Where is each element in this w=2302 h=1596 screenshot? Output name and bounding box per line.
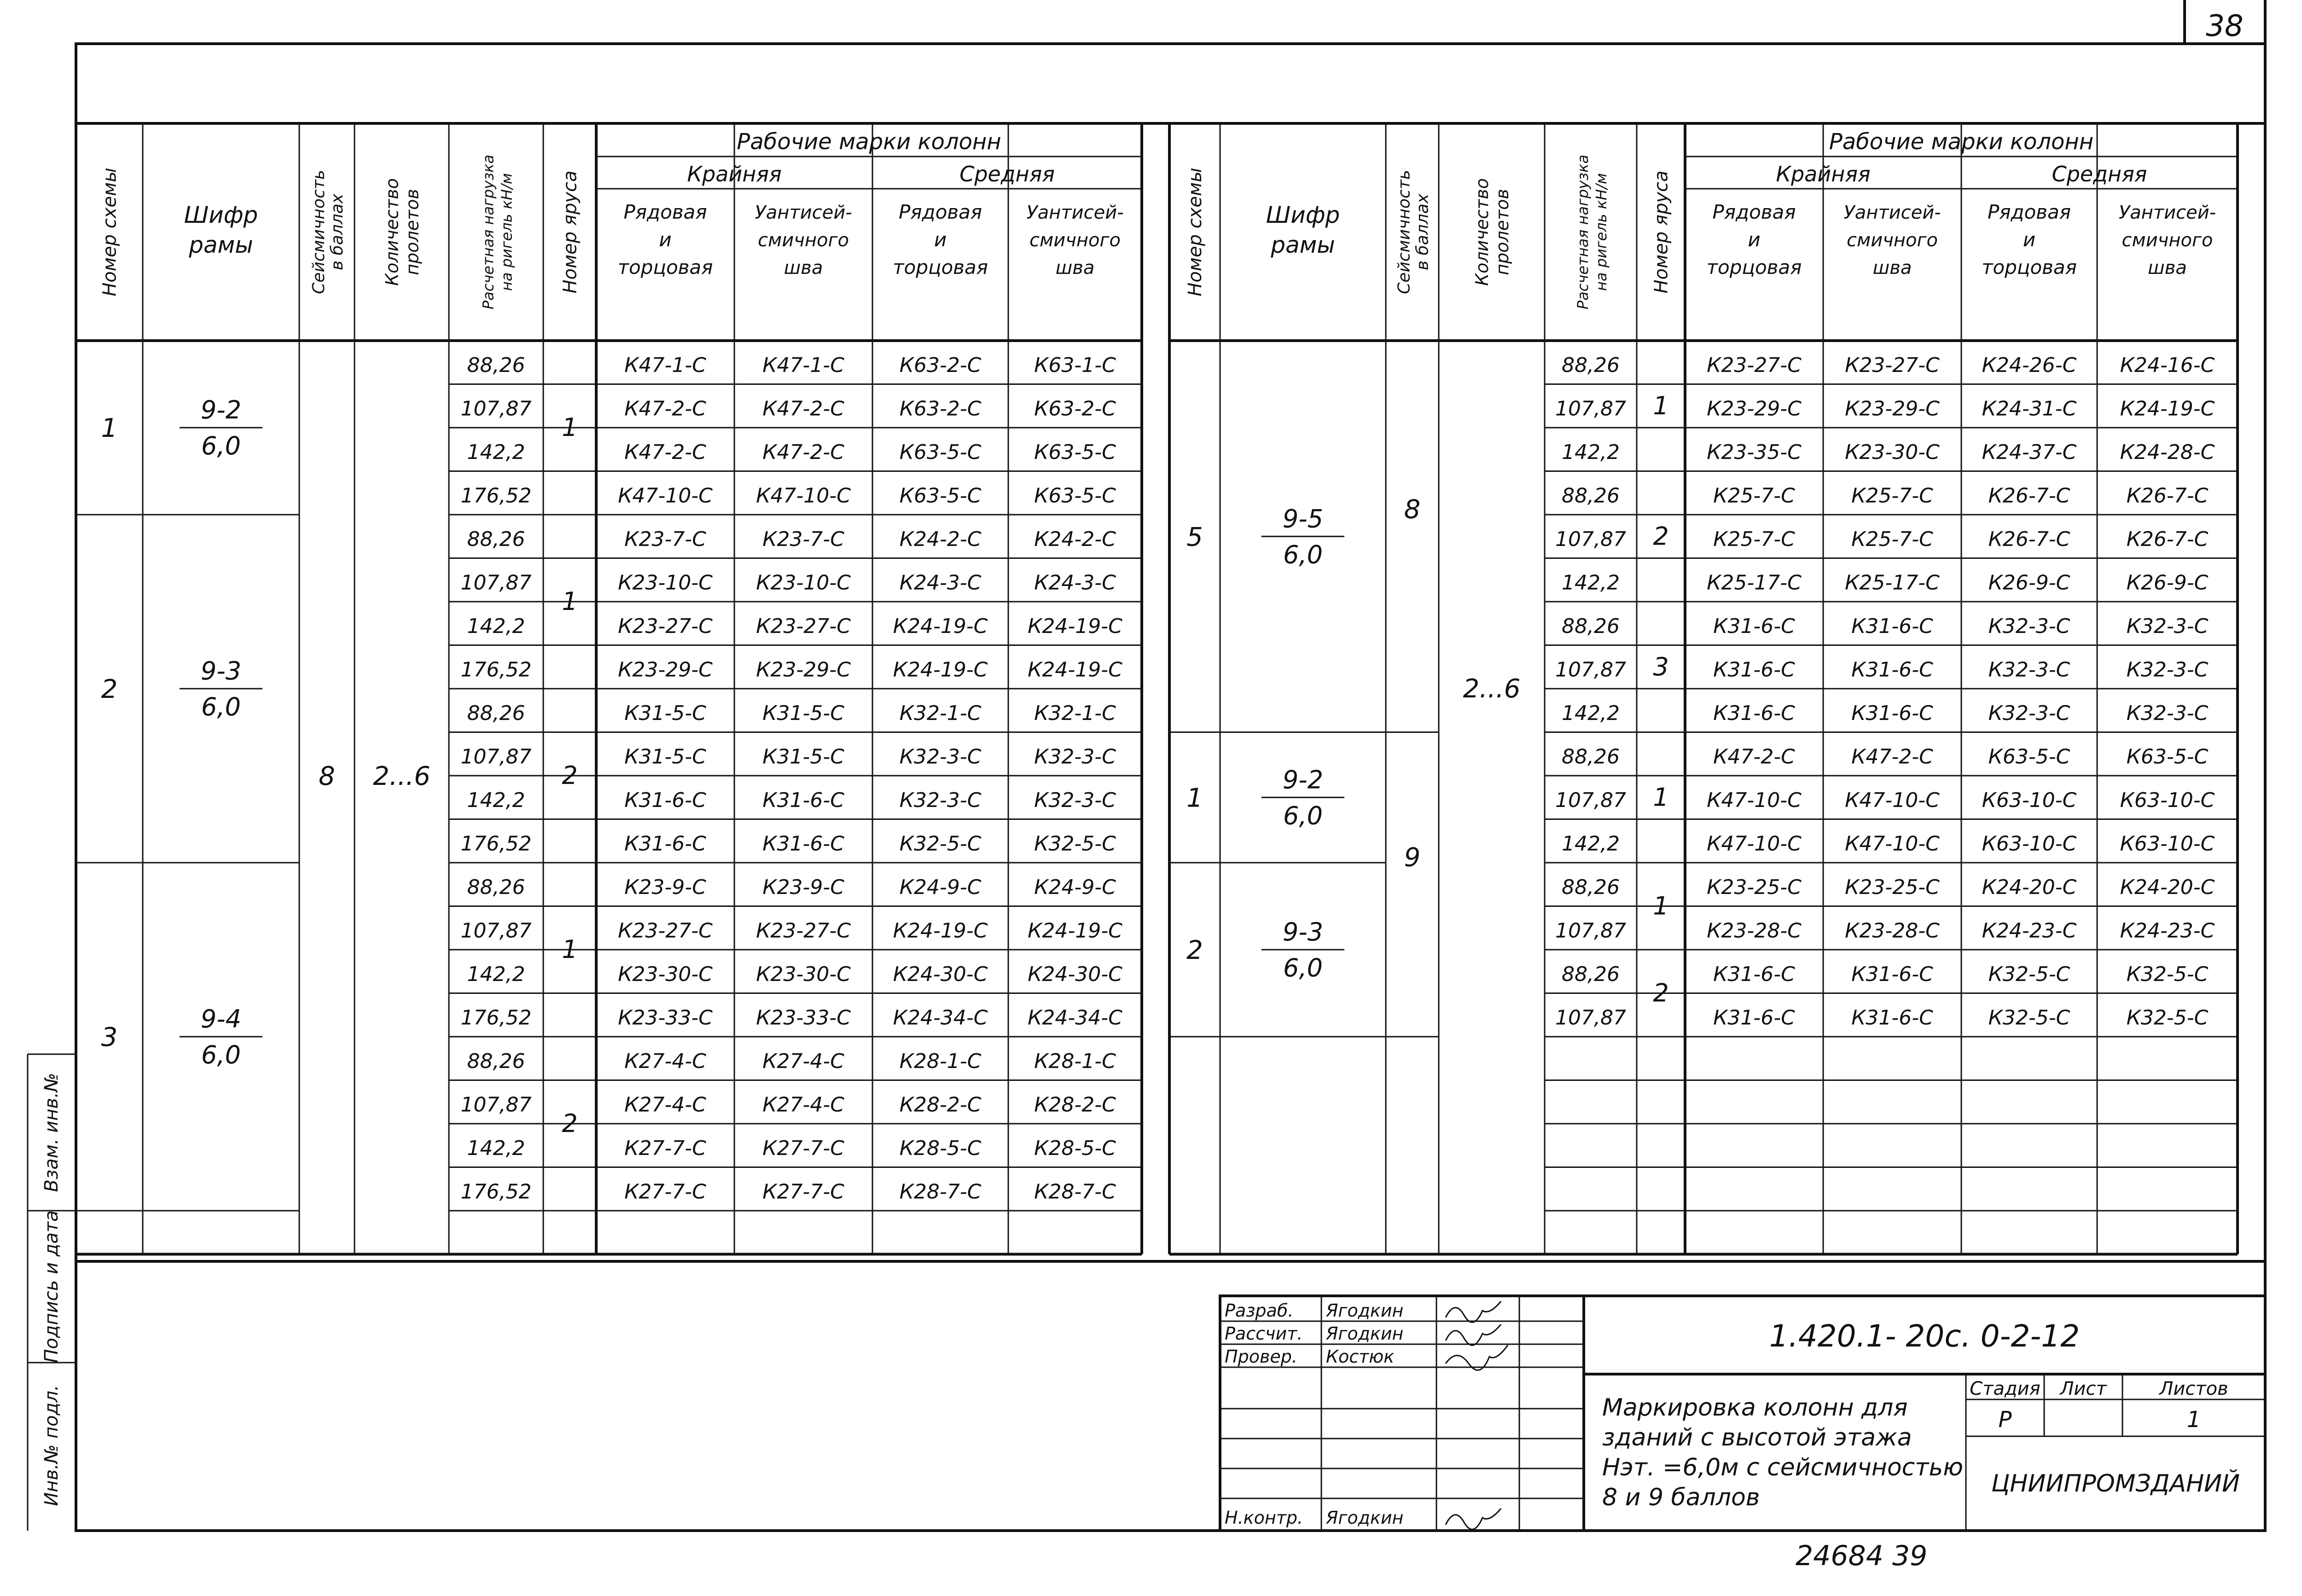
doc-title-line-3: Нэт. =6,0м с сейсмичностью [1602, 1454, 1963, 1481]
right-hdr-load-1: Расчетная нагрузка [1574, 154, 1592, 310]
right-column-mark: К32-5-С [1988, 963, 2070, 987]
right-column-mark: К47-10-С [1707, 832, 1802, 856]
right-column-mark: К63-10-С [1982, 789, 2077, 813]
left-column-mark: К32-3-С [899, 789, 982, 813]
side-stamp [28, 1054, 76, 1531]
right-column-mark: К32-5-С [2126, 963, 2209, 987]
left-hdr-row-2-2: и [934, 228, 947, 251]
right-column-mark: К25-7-С [1851, 484, 1933, 508]
right-column-mark: К25-7-С [1713, 484, 1795, 508]
left-column-mark: К63-2-С [899, 397, 982, 421]
left-hdr-anti-3-2: смичного [1029, 230, 1121, 251]
right-column-mark: К47-10-С [1707, 789, 1802, 813]
sig-role-norm-control: Н.контр. [1225, 1508, 1303, 1528]
left-column-mark: К47-10-С [756, 484, 851, 508]
left-hdr-tier: Номер яруса [559, 170, 581, 294]
left-column-mark: К63-5-С [899, 484, 982, 508]
right-hdr-row-0-2: и [1748, 228, 1761, 251]
right-tier-number: 1 [1653, 891, 1669, 921]
left-column-mark: К24-34-С [1028, 1006, 1122, 1030]
right-column-mark: К23-35-С [1707, 441, 1802, 464]
left-hdr-spans-2: пролетов [402, 189, 423, 275]
right-column-mark: К24-16-С [2120, 354, 2215, 377]
left-column-mark: К23-27-С [756, 919, 851, 943]
right-load-value: 88,26 [1562, 963, 1620, 987]
right-load-value: 107,87 [1555, 1006, 1626, 1030]
left-hdr-row-0-1: Рядовая [623, 201, 707, 223]
right-hdr-middle: Средняя [2052, 162, 2147, 186]
bottom-archive-number: 24684 39 [1796, 1540, 1928, 1572]
left-load-value: 176,52 [460, 1180, 532, 1204]
left-load-value: 107,87 [460, 919, 532, 943]
right-table [1169, 123, 2238, 1254]
title-block [1220, 1296, 2265, 1531]
right-column-mark: К31-6-С [1713, 615, 1795, 638]
right-scheme-number: 2 [1186, 935, 1203, 965]
right-column-mark: К24-28-С [2120, 441, 2215, 464]
left-column-mark: К47-2-С [624, 441, 706, 464]
right-column-mark: К23-29-С [1707, 397, 1802, 421]
left-column-mark: К28-7-С [1034, 1180, 1116, 1204]
left-column-mark: К24-9-С [1034, 876, 1116, 900]
left-hdr-anti-3-1: Уантисей- [1026, 202, 1124, 223]
left-column-mark: К63-5-С [899, 441, 982, 464]
document-code: 1.420.1- 20с. 0-2-12 [1769, 1318, 2080, 1354]
right-column-mark: К23-30-С [1845, 441, 1940, 464]
left-load-value: 176,52 [460, 1006, 532, 1030]
left-column-mark: К23-7-С [762, 528, 844, 551]
left-hdr-load-1: Расчетная нагрузка [479, 154, 497, 310]
left-frame-code-top: 9-3 [200, 656, 242, 685]
left-column-mark: К63-5-С [1034, 484, 1116, 508]
left-column-mark: К32-5-С [899, 832, 982, 856]
left-load-value: 176,52 [460, 484, 532, 508]
doc-title-line-1: Маркировка колонн для [1602, 1394, 1908, 1422]
stamp-original-inv: Инв.№ подл. [41, 1385, 62, 1506]
left-frame-code-top: 9-2 [200, 395, 242, 424]
left-column-mark: К63-5-С [1034, 441, 1116, 464]
left-hdr-load-2: на ригель кН/м [498, 173, 516, 291]
right-column-mark: К24-37-С [1982, 441, 2077, 464]
left-scheme-number: 1 [101, 413, 118, 443]
left-load-value: 142,2 [467, 789, 525, 813]
left-column-mark: К28-7-С [899, 1180, 982, 1204]
right-column-mark: К31-6-С [1713, 658, 1795, 682]
right-column-mark: К26-7-С [1988, 528, 2070, 551]
left-table [76, 123, 1142, 1254]
right-column-mark: К32-3-С [2126, 615, 2209, 638]
left-column-mark: К47-1-С [624, 354, 706, 377]
right-column-mark: К47-2-С [1713, 745, 1795, 769]
right-frame-code-bottom: 6,0 [1283, 801, 1323, 830]
left-column-mark: К32-1-С [1034, 702, 1116, 725]
left-hdr-row-2-1: Рядовая [898, 201, 982, 223]
right-hdr-load-2: на ригель кН/м [1593, 173, 1610, 291]
left-tier-number: 1 [562, 587, 578, 616]
stage-value: Р [1998, 1407, 2012, 1433]
left-column-mark: К24-19-С [893, 919, 988, 943]
sig-name-calculator: Ягодкин [1326, 1323, 1404, 1344]
left-load-value: 88,26 [467, 354, 525, 377]
right-scheme-number: 1 [1186, 783, 1203, 813]
sig-name-norm-control: Ягодкин [1326, 1508, 1404, 1528]
left-column-mark: К24-3-С [1034, 571, 1116, 595]
left-column-mark: К32-3-С [899, 745, 982, 769]
right-column-mark: К47-10-С [1845, 789, 1940, 813]
right-column-mark: К32-5-С [1988, 1006, 2070, 1030]
right-column-mark: К26-9-С [1988, 571, 2070, 595]
left-column-mark: К31-6-С [762, 789, 844, 813]
sig-name-developer: Ягодкин [1326, 1300, 1404, 1321]
left-load-value: 88,26 [467, 528, 525, 551]
right-column-mark: К32-3-С [2126, 658, 2209, 682]
left-column-mark: К24-19-С [1028, 658, 1122, 682]
left-column-mark: К23-9-С [624, 876, 706, 900]
left-column-mark: К23-29-С [756, 658, 851, 682]
right-hdr-anti-1-3: шва [1872, 257, 1912, 279]
left-column-mark: К27-4-С [624, 1050, 706, 1074]
right-load-value: 88,26 [1562, 615, 1620, 638]
right-tier-number: 2 [1653, 978, 1669, 1008]
left-hdr-anti-1-2: смичного [758, 230, 849, 251]
right-hdr-anti-3-3: шва [2148, 257, 2187, 279]
left-hdr-anti-1-1: Уантисей- [755, 202, 852, 223]
right-column-mark: К31-6-С [1851, 658, 1933, 682]
right-frame-code-top: 9-3 [1282, 917, 1324, 946]
left-column-mark: К23-29-С [618, 658, 713, 682]
right-column-mark: К31-6-С [1713, 702, 1795, 725]
left-column-mark: К23-10-С [618, 571, 713, 595]
left-column-mark: К63-1-С [1034, 354, 1116, 377]
right-column-mark: К63-5-С [1988, 745, 2070, 769]
sheets-value: 1 [2186, 1407, 2201, 1433]
left-column-mark: К63-2-С [1034, 397, 1116, 421]
organization-name: ЦНИИПРОМЗДАНИЙ [1991, 1470, 2240, 1497]
left-column-mark: К32-1-С [899, 702, 982, 725]
left-column-mark: К24-19-С [1028, 919, 1122, 943]
left-tier-number: 2 [562, 1109, 578, 1138]
left-load-value: 142,2 [467, 615, 525, 638]
right-column-mark: К24-23-С [2120, 919, 2215, 943]
left-tier-number: 1 [562, 935, 578, 964]
left-column-mark: К32-3-С [1034, 745, 1116, 769]
left-load-value: 107,87 [460, 1093, 532, 1117]
right-load-value: 107,87 [1555, 528, 1626, 551]
left-column-mark: К23-27-С [618, 919, 713, 943]
right-seismicity-value: 9 [1404, 842, 1421, 873]
right-spans-value: 2...6 [1463, 673, 1521, 704]
signature-mark [1446, 1324, 1501, 1345]
right-column-mark: К24-20-С [2120, 876, 2215, 900]
left-column-mark: К31-5-С [624, 745, 706, 769]
left-column-mark: К23-9-С [762, 876, 844, 900]
right-column-mark: К26-7-С [2126, 528, 2209, 551]
right-load-value: 142,2 [1562, 441, 1620, 464]
right-column-mark: К63-10-С [2120, 832, 2215, 856]
left-column-mark: К31-6-С [624, 789, 706, 813]
right-hdr-anti-1-1: Уантисей- [1843, 202, 1941, 223]
right-load-value: 142,2 [1562, 571, 1620, 595]
left-hdr-seis-1: Сейсмичность [309, 170, 328, 294]
left-column-mark: К24-2-С [899, 528, 982, 551]
left-hdr-code-1: Шифр [184, 202, 258, 228]
left-hdr-scheme: Номер схемы [99, 168, 121, 296]
left-hdr-row-0-3: торцовая [617, 256, 713, 279]
right-hdr-scheme: Номер схемы [1185, 168, 1206, 296]
right-column-mark: К32-5-С [2126, 1006, 2209, 1030]
left-column-mark: К24-30-С [893, 963, 988, 987]
left-column-mark: К63-2-С [899, 354, 982, 377]
right-column-mark: К31-6-С [1713, 963, 1795, 987]
left-column-mark: К47-1-С [762, 354, 844, 377]
sig-name-checker: Костюк [1326, 1346, 1395, 1367]
left-column-mark: К28-5-С [899, 1137, 982, 1161]
left-column-mark: К23-7-С [624, 528, 706, 551]
right-tier-number: 2 [1653, 522, 1669, 551]
right-hdr-spans-2: пролетов [1492, 189, 1512, 275]
right-seismicity-value: 8 [1404, 494, 1421, 525]
right-column-mark: К24-20-С [1982, 876, 2077, 900]
right-column-mark: К25-17-С [1845, 571, 1940, 595]
right-hdr-anti-1-2: смичного [1847, 230, 1938, 251]
right-column-mark: К32-3-С [1988, 702, 2070, 725]
left-load-value: 107,87 [460, 571, 532, 595]
doc-title-line-2: зданий с высотой этажа [1602, 1424, 1912, 1451]
signature-mark [1446, 1345, 1508, 1370]
left-load-value: 107,87 [460, 397, 532, 421]
right-column-mark: К23-28-С [1845, 919, 1940, 943]
right-column-mark: К24-31-С [1982, 397, 2077, 421]
left-column-mark: К27-7-С [762, 1180, 844, 1204]
left-scheme-number: 2 [101, 674, 118, 704]
left-column-mark: К24-34-С [893, 1006, 988, 1030]
right-frame-code-bottom: 6,0 [1283, 540, 1323, 569]
right-load-value: 107,87 [1555, 658, 1626, 682]
right-column-mark: К26-7-С [2126, 484, 2209, 508]
right-hdr-code-2: рамы [1271, 232, 1335, 258]
left-column-mark: К23-33-С [618, 1006, 713, 1030]
left-frame-code-bottom: 6,0 [201, 1040, 241, 1069]
right-column-mark: К23-28-С [1707, 919, 1802, 943]
left-column-mark: К23-33-С [756, 1006, 851, 1030]
right-hdr-working-marks: Рабочие марки колонн [1829, 129, 2094, 155]
right-column-mark: К23-29-С [1845, 397, 1940, 421]
right-hdr-row-2-1: Рядовая [1987, 201, 2071, 223]
right-hdr-edge: Крайняя [1776, 162, 1871, 186]
right-hdr-row-2-3: торцовая [1982, 256, 2077, 279]
left-column-mark: К47-2-С [762, 441, 844, 464]
left-hdr-working-marks: Рабочие марки колонн [737, 129, 1001, 155]
left-column-mark: К31-5-С [624, 702, 706, 725]
left-column-mark: К23-30-С [756, 963, 851, 987]
left-column-mark: К28-2-С [899, 1093, 982, 1117]
right-hdr-seis-1: Сейсмичность [1395, 170, 1414, 294]
left-column-mark: К31-5-С [762, 702, 844, 725]
left-column-mark: К27-7-С [762, 1137, 844, 1161]
stamp-replaced-inv: Взам. инв.№ [41, 1073, 62, 1192]
sig-role-developer: Разраб. [1225, 1300, 1294, 1321]
right-frame-code-bottom: 6,0 [1283, 953, 1323, 982]
signature-mark [1446, 1509, 1501, 1529]
right-load-value: 142,2 [1562, 832, 1620, 856]
left-column-mark: К27-7-С [624, 1137, 706, 1161]
right-load-value: 88,26 [1562, 484, 1620, 508]
right-load-value: 107,87 [1555, 919, 1626, 943]
left-column-mark: К23-10-С [756, 571, 851, 595]
left-load-value: 176,52 [460, 832, 532, 856]
doc-title-line-4: 8 и 9 баллов [1602, 1484, 1760, 1511]
right-hdr-tier: Номер яруса [1651, 170, 1672, 294]
sheets-label: Листов [2159, 1378, 2228, 1399]
right-column-mark: К47-10-С [1845, 832, 1940, 856]
left-column-mark: К24-2-С [1034, 528, 1116, 551]
left-hdr-spans-1: Количество [382, 178, 402, 286]
left-hdr-middle: Средняя [959, 162, 1055, 186]
left-column-mark: К31-6-С [624, 832, 706, 856]
right-column-mark: К63-10-С [1982, 832, 2077, 856]
left-load-value: 88,26 [467, 1050, 525, 1074]
right-column-mark: К47-2-С [1851, 745, 1933, 769]
left-column-mark: К24-9-С [899, 876, 982, 900]
left-hdr-anti-3-3: шва [1055, 257, 1095, 279]
right-column-mark: К31-6-С [1713, 1006, 1795, 1030]
left-column-mark: К24-3-С [899, 571, 982, 595]
left-column-mark: К24-19-С [893, 658, 988, 682]
right-frame-code-top: 9-2 [1282, 765, 1324, 795]
right-column-mark: К24-23-С [1982, 919, 2077, 943]
right-column-mark: К23-25-С [1707, 876, 1802, 900]
left-load-value: 142,2 [467, 963, 525, 987]
left-hdr-code-2: рамы [189, 232, 253, 258]
left-load-value: 88,26 [467, 702, 525, 725]
right-hdr-anti-3-1: Уантисей- [2118, 202, 2216, 223]
left-hdr-anti-1-3: шва [784, 257, 823, 279]
left-column-mark: К23-30-С [618, 963, 713, 987]
left-frame-code-top: 9-4 [200, 1004, 242, 1033]
right-column-mark: К26-9-С [2126, 571, 2209, 595]
right-column-mark: К32-3-С [1988, 658, 2070, 682]
right-column-mark: К24-19-С [2120, 397, 2215, 421]
left-column-mark: К47-2-С [762, 397, 844, 421]
right-column-mark: К26-7-С [1988, 484, 2070, 508]
left-tier-number: 1 [562, 413, 578, 442]
left-frame-code-bottom: 6,0 [201, 692, 241, 721]
right-column-mark: К23-27-С [1707, 354, 1802, 377]
stage-label: Стадия [1970, 1378, 2040, 1399]
left-column-mark: К47-10-С [618, 484, 713, 508]
right-load-value: 107,87 [1555, 789, 1626, 813]
right-column-mark: К25-7-С [1851, 528, 1933, 551]
right-column-mark: К25-17-С [1707, 571, 1802, 595]
right-column-mark: К63-10-С [2120, 789, 2215, 813]
left-hdr-edge: Крайняя [687, 162, 782, 186]
left-column-mark: К27-4-С [762, 1093, 844, 1117]
right-column-mark: К23-25-С [1845, 876, 1940, 900]
left-column-mark: К32-5-С [1034, 832, 1116, 856]
left-column-mark: К47-2-С [624, 397, 706, 421]
right-load-value: 88,26 [1562, 354, 1620, 377]
left-column-mark: К28-5-С [1034, 1137, 1116, 1161]
left-column-mark: К31-6-С [762, 832, 844, 856]
right-column-mark: К24-26-С [1982, 354, 2077, 377]
left-column-mark: К24-19-С [893, 615, 988, 638]
left-scheme-number: 3 [101, 1022, 118, 1052]
left-column-mark: К28-2-С [1034, 1093, 1116, 1117]
left-column-mark: К23-27-С [756, 615, 851, 638]
left-frame-code-bottom: 6,0 [201, 431, 241, 460]
right-tier-number: 1 [1653, 391, 1669, 420]
right-column-mark: К63-5-С [2126, 745, 2209, 769]
right-hdr-anti-3-2: смичного [2122, 230, 2213, 251]
sheet-label: Лист [2060, 1378, 2107, 1399]
signature-mark [1446, 1301, 1501, 1322]
left-seismicity-value: 8 [319, 761, 335, 791]
left-column-mark: К23-27-С [618, 615, 713, 638]
left-load-value: 142,2 [467, 441, 525, 464]
right-column-mark: К25-7-С [1713, 528, 1795, 551]
right-column-mark: К32-3-С [2126, 702, 2209, 725]
left-column-mark: К24-19-С [1028, 615, 1122, 638]
right-hdr-seis-2: в баллах [1413, 193, 1432, 271]
left-tier-number: 2 [562, 761, 578, 790]
left-hdr-row-0-2: и [659, 228, 672, 251]
right-hdr-row-0-3: торцовая [1706, 256, 1802, 279]
left-hdr-seis-2: в баллах [328, 193, 347, 271]
left-column-mark: К27-4-С [624, 1093, 706, 1117]
right-tier-number: 3 [1653, 652, 1669, 681]
left-column-mark: К32-3-С [1034, 789, 1116, 813]
left-column-mark: К28-1-С [1034, 1050, 1116, 1074]
left-column-mark: К28-1-С [899, 1050, 982, 1074]
right-load-value: 142,2 [1562, 702, 1620, 725]
right-hdr-row-2-2: и [2023, 228, 2036, 251]
left-load-value: 107,87 [460, 745, 532, 769]
left-load-value: 88,26 [467, 876, 525, 900]
left-column-mark: К24-30-С [1028, 963, 1122, 987]
right-load-value: 107,87 [1555, 397, 1626, 421]
left-column-mark: К27-4-С [762, 1050, 844, 1074]
left-hdr-row-2-3: торцовая [893, 256, 988, 279]
sig-role-checker: Провер. [1225, 1346, 1297, 1367]
stamp-signature-date: Подпись и дата [41, 1210, 62, 1363]
left-load-value: 176,52 [460, 658, 532, 682]
page-number: 38 [2206, 9, 2244, 43]
left-load-value: 142,2 [467, 1137, 525, 1161]
right-hdr-spans-1: Количество [1472, 178, 1492, 286]
right-column-mark: К31-6-С [1851, 615, 1933, 638]
right-column-mark: К31-6-С [1851, 963, 1933, 987]
right-load-value: 88,26 [1562, 745, 1620, 769]
right-load-value: 88,26 [1562, 876, 1620, 900]
right-hdr-code-1: Шифр [1266, 202, 1340, 228]
right-frame-code-top: 9-5 [1282, 504, 1324, 534]
right-column-mark: К32-3-С [1988, 615, 2070, 638]
left-column-mark: К27-7-С [624, 1180, 706, 1204]
right-column-mark: К23-27-С [1845, 354, 1940, 377]
right-column-mark: К31-6-С [1851, 702, 1933, 725]
sig-role-calculator: Рассчит. [1225, 1323, 1303, 1344]
left-column-mark: К31-5-С [762, 745, 844, 769]
left-spans-value: 2...6 [373, 761, 430, 791]
right-scheme-number: 5 [1186, 522, 1203, 552]
right-column-mark: К31-6-С [1851, 1006, 1933, 1030]
right-tier-number: 1 [1653, 783, 1669, 812]
right-hdr-row-0-1: Рядовая [1712, 201, 1796, 223]
